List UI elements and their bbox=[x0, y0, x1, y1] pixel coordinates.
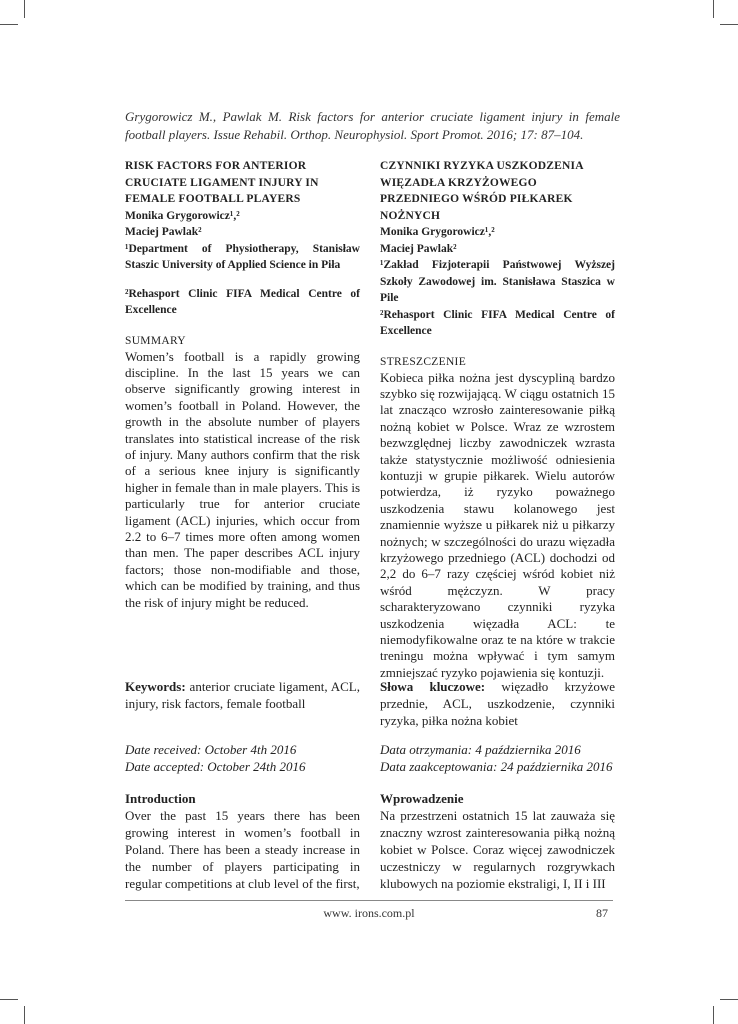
date-received: Date received: October 4th 2016 bbox=[125, 742, 297, 757]
affiliation-2: ²Rehasport Clinic FIFA Medical Centre of Excellence bbox=[380, 308, 615, 337]
keywords-text: więzadło krzyżowe przednie, ACL, uszkodzenie, czynniki ryzyka, piłka nożna kobiet bbox=[380, 679, 615, 728]
author-1: Monika Grygorowicz¹,² bbox=[125, 209, 240, 222]
affiliation-1: ¹Zakład Fizjoterapii Państwowej Wyższej Szkoły Zawodowej im. Stanisława Staszica w Pile bbox=[380, 259, 615, 304]
dates-en bbox=[125, 741, 306, 775]
crop-mark bbox=[713, 1006, 714, 1024]
polish-column bbox=[380, 158, 615, 681]
affiliation-1: ¹Department of Physiotherapy, Stanisław Staszic University of Applied Science in Piła bbox=[125, 242, 360, 271]
dates-pl bbox=[380, 741, 613, 775]
streszczenie-text: Kobieca piłka nożna jest dyscypliną bardzo szybko się rozwijającą. W ciągu ostatnich 15 lat znacząco wzrosło zainteresowanie piłką nożną kobiet w Polsce. Wraz ze wzrostem bezwzględnej liczby zawodniczek wzrasta także statystycznie możliwość odniesienia kontuzji w grupie piłkarek. Wielu autorów potwierdza, iż ryzyko poważnego uszkodzenia stawu kolanowego jest znamiennie wyższe u piłkarek niż u piłkarzy nożnych; w szczególności do urazu więzadła krzyżowego przedniego (ACL) dochodzi od 2,2 do 6–7 razy częściej wśród kobiet niż wśród mężczyzn. W pracy scharakteryzowano czynniki ryzyka uszkodzenia więzadła ACL: te niemodyfikowalne oraz te na które w trakcie treningu można wpływać i tym samym zmniejszać ryzyko pojawienia się kontuzji. bbox=[380, 369, 615, 680]
introduction-heading: Introduction bbox=[125, 791, 196, 806]
page-number: 87 bbox=[596, 906, 608, 920]
introduction-text: Na przestrzeni ostatnich 15 lat zauważa się znaczny wzrost zainteresowania piłką nożną kobiet w Polsce. Coraz więcej zawodniczek uczestniczy w regularnych rozgrywkach klubowych na poziomie ekstraligi, I, II i III bbox=[380, 808, 615, 891]
crop-mark bbox=[713, 0, 714, 18]
author-2: Maciej Pawlak² bbox=[380, 242, 457, 255]
footer-divider bbox=[125, 900, 613, 901]
article-title-en: RISK FACTORS FOR ANTERIOR CRUCIATE LIGAMENT INJURY IN FEMALE FOOTBALL PLAYERS bbox=[125, 160, 319, 205]
article-title-pl: CZYNNIKI RYZYKA USZKODZENIA WIĘZADŁA KRZYŻOWEGO PRZEDNIEGO WŚRÓD PIŁKAREK NOŻNYCH bbox=[380, 160, 584, 222]
crop-mark bbox=[720, 24, 738, 25]
date-accepted: Data zaakceptowania: 24 października 2016 bbox=[380, 759, 613, 774]
keywords-text: anterior cruciate ligament, ACL, injury, risk factors, female football bbox=[125, 679, 360, 711]
crop-mark bbox=[720, 999, 738, 1000]
date-accepted: Date accepted: October 24th 2016 bbox=[125, 759, 306, 774]
crop-mark bbox=[24, 1006, 25, 1024]
date-received: Data otrzymania: 4 października 2016 bbox=[380, 742, 581, 757]
keywords-label: Keywords: bbox=[125, 679, 186, 694]
footer-url: www. irons.com.pl bbox=[323, 906, 415, 920]
crop-mark bbox=[0, 999, 18, 1000]
affiliation-2: ²Rehasport Clinic FIFA Medical Centre of Excellence bbox=[125, 287, 360, 316]
keywords-pl bbox=[380, 678, 615, 729]
streszczenie-heading: STRESZCZENIE bbox=[380, 355, 467, 368]
keywords-en bbox=[125, 678, 360, 712]
crop-mark bbox=[24, 0, 25, 18]
keywords-label: Słowa kluczowe: bbox=[380, 679, 486, 694]
summary-heading: SUMMARY bbox=[125, 334, 186, 347]
introduction-text: Over the past 15 years there has been growing interest in women’s football in Poland. There has been a steady increase in the number of players participating in regular competitions at club level of the first, bbox=[125, 808, 360, 891]
introduction-heading: Wprowadzenie bbox=[380, 791, 464, 806]
citation: Grygorowicz M., Pawlak M. Risk factors for anterior cruciate ligament injury in female football players. Issue Rehabil. Orthop. Neurophysiol. Sport Promot. 2016; 17: 87–104. bbox=[125, 109, 620, 142]
introduction-pl bbox=[380, 790, 615, 892]
summary-text: Women’s football is a rapidly growing discipline. In the last 15 years we can observe significantly growing interest in women’s football in Poland. However, the growth in the absolute number of players translates into statistical increase of the risk of injury. Many authors confirm that the risk of a serious knee injury is significantly higher in female than in male players. This is particularly true for anterior cruciate ligament (ACL) injuries, which occur from 2.2 to 6–7 times more often among women than men. The paper describes ACL injury factors; those non-modifiable and those, which can be modified by training, and thus the risk of injury might be reduced. bbox=[125, 348, 360, 610]
english-column bbox=[125, 158, 360, 611]
author-1: Monika Grygorowicz¹,² bbox=[380, 226, 495, 238]
crop-mark bbox=[0, 24, 18, 25]
author-2: Maciej Pawlak² bbox=[125, 226, 202, 238]
introduction-en bbox=[125, 790, 360, 892]
